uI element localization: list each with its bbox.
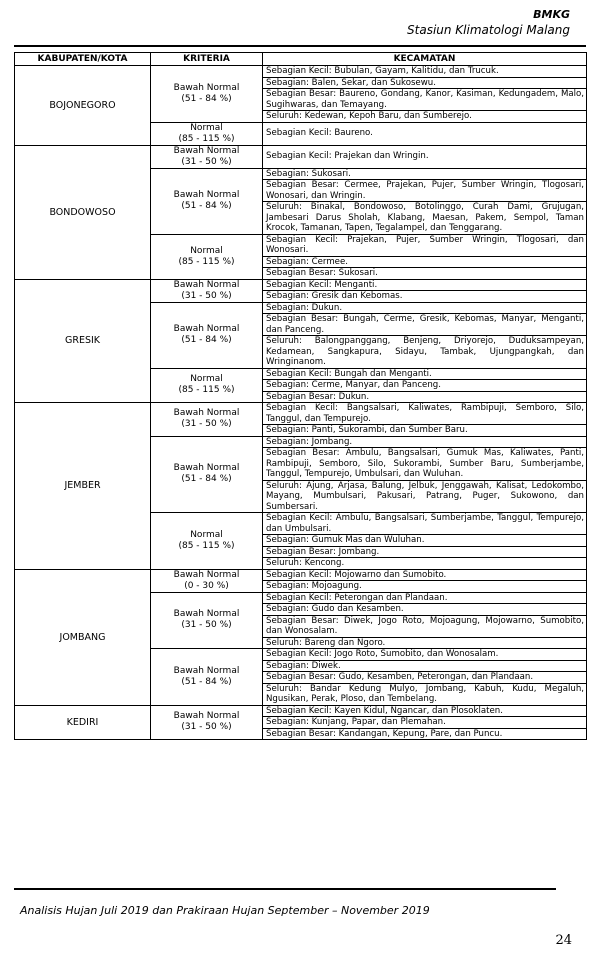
criteria-cell: Bawah Normal (31 - 50 %) bbox=[151, 145, 263, 168]
criteria-cell: Bawah Normal (51 - 84 %) bbox=[151, 66, 263, 123]
table-header-row bbox=[15, 53, 587, 66]
district-list-cell: Seluruh: Bandar Kedung Mulyo, Jombang, Kabuh, Kudu, Megaluh, Ngusikan, Perak, Ploso, dan Tembelang. bbox=[263, 683, 587, 705]
district-list-cell: Sebagian: Mojoagung. bbox=[263, 581, 587, 593]
district-list-cell: Sebagian Kecil: Bubulan, Gayam, Kalitidu, dan Trucuk. bbox=[263, 66, 587, 78]
district-list-cell: Sebagian: Gumuk Mas dan Wuluhan. bbox=[263, 535, 587, 547]
org-name: BMKG bbox=[533, 8, 570, 21]
station-name: Stasiun Klimatologi Malang bbox=[407, 23, 570, 37]
district-list-cell: Sebagian: Cerme, Manyar, dan Panceng. bbox=[263, 380, 587, 392]
table-row bbox=[15, 279, 587, 291]
criteria-cell: Bawah Normal (51 - 84 %) bbox=[151, 649, 263, 706]
district-list-cell: Sebagian Kecil: Menganti. bbox=[263, 279, 587, 291]
district-list-cell: Sebagian: Diwek. bbox=[263, 660, 587, 672]
criteria-cell: Bawah Normal (51 - 84 %) bbox=[151, 168, 263, 234]
criteria-cell: Bawah Normal (31 - 50 %) bbox=[151, 403, 263, 437]
district-list-cell: Sebagian Besar: Gudo, Kesamben, Peterongan, dan Plandaan. bbox=[263, 672, 587, 684]
criteria-cell: Bawah Normal (31 - 50 %) bbox=[151, 705, 263, 740]
col-header-kriteria: KRITERIA bbox=[151, 53, 263, 66]
criteria-cell: Bawah Normal (51 - 84 %) bbox=[151, 302, 263, 368]
criteria-cell: Bawah Normal (31 - 50 %) bbox=[151, 592, 263, 649]
region-name-cell: KEDIRI bbox=[15, 705, 151, 740]
page-header bbox=[407, 8, 570, 37]
district-list-cell: Sebagian: Sukosari. bbox=[263, 168, 587, 180]
col-header-kabupaten: KABUPATEN/KOTA bbox=[15, 53, 151, 66]
district-list-cell: Sebagian Besar: Baureno, Gondang, Kanor, Kasiman, Kedungadem, Malo, Sugihwaras, dan Temayang. bbox=[263, 89, 587, 111]
district-list-cell: Sebagian Besar: Bungah, Cerme, Gresik, Kebomas, Manyar, Menganti, dan Panceng. bbox=[263, 314, 587, 336]
district-list-cell: Sebagian Kecil: Bungah dan Menganti. bbox=[263, 368, 587, 380]
table-body bbox=[15, 66, 587, 740]
rainfall-table bbox=[14, 52, 587, 740]
district-list-cell: Sebagian: Dukun. bbox=[263, 302, 587, 314]
col-header-kecamatan: KECAMATAN bbox=[263, 53, 587, 66]
table-row bbox=[15, 569, 587, 581]
district-list-cell: Sebagian Kecil: Baureno. bbox=[263, 122, 587, 145]
district-list-cell: Sebagian: Panti, Sukorambi, dan Sumber Baru. bbox=[263, 425, 587, 437]
criteria-cell: Bawah Normal (0 - 30 %) bbox=[151, 569, 263, 592]
table-row bbox=[15, 403, 587, 425]
page-number: 24 bbox=[555, 933, 572, 948]
criteria-cell: Bawah Normal (31 - 50 %) bbox=[151, 279, 263, 302]
district-list-cell: Seluruh: Balongpanggang, Benjeng, Driyorejo, Duduksampeyan, Kedamean, Sangkapura, Sidayu, Tambak, Ujungpangkah, dan Wringinanom. bbox=[263, 336, 587, 369]
district-list-cell: Sebagian: Balen, Sekar, dan Sukosewu. bbox=[263, 77, 587, 89]
district-list-cell: Sebagian Kecil: Prajekan, Pujer, Sumber Wringin, Tlogosari, dan Wonosari. bbox=[263, 234, 587, 256]
criteria-cell: Normal (85 - 115 %) bbox=[151, 368, 263, 403]
header-rule bbox=[14, 45, 586, 47]
district-list-cell: Sebagian Kecil: Jogo Roto, Sumobito, dan Wonosalam. bbox=[263, 649, 587, 661]
district-list-cell: Sebagian Kecil: Ambulu, Bangsalsari, Sumberjambe, Tanggul, Tempurejo, dan Umbulsari. bbox=[263, 513, 587, 535]
district-list-cell: Sebagian: Jombang. bbox=[263, 436, 587, 448]
district-list-cell: Sebagian: Gresik dan Kebomas. bbox=[263, 291, 587, 303]
district-list-cell: Sebagian Besar: Kandangan, Kepung, Pare, dan Puncu. bbox=[263, 728, 587, 740]
table-row bbox=[15, 145, 587, 168]
district-list-cell: Seluruh: Bareng dan Ngoro. bbox=[263, 637, 587, 649]
criteria-cell: Normal (85 - 115 %) bbox=[151, 513, 263, 570]
district-list-cell: Seluruh: Binakal, Bondowoso, Botolinggo, Curah Dami, Grujugan, Jambesari Darus Sholah, Klabang, Maesan, Pakem, Sempol, Taman Krocok, Tamanan, Tapen, Tegalampel, dan Tenggarang. bbox=[263, 202, 587, 235]
district-list-cell: Sebagian Kecil: Bangsalsari, Kaliwates, Rambipuji, Semboro, Silo, Tanggul, dan Tempurejo. bbox=[263, 403, 587, 425]
region-name-cell: JEMBER bbox=[15, 403, 151, 570]
rainfall-table-container bbox=[14, 52, 586, 740]
district-list-cell: Sebagian Kecil: Mojowarno dan Sumobito. bbox=[263, 569, 587, 581]
district-list-cell: Sebagian Besar: Dukun. bbox=[263, 391, 587, 403]
district-list-cell: Seluruh: Kencong. bbox=[263, 558, 587, 570]
district-list-cell: Sebagian Besar: Ambulu, Bangsalsari, Gumuk Mas, Kaliwates, Panti, Rambipuji, Semboro, Silo, Sukorambi, Sumber Baru, Sumberjambe, Tanggul, Tempurejo, Umbulsari, dan Wuluhan. bbox=[263, 448, 587, 481]
footer-text: Analisis Hujan Juli 2019 dan Prakiraan Hujan September – November 2019 bbox=[20, 904, 430, 917]
criteria-cell: Normal (85 - 115 %) bbox=[151, 122, 263, 145]
district-list-cell: Sebagian Kecil: Prajekan dan Wringin. bbox=[263, 145, 587, 168]
district-list-cell: Sebagian: Gudo dan Kesamben. bbox=[263, 604, 587, 616]
region-name-cell: BOJONEGORO bbox=[15, 66, 151, 146]
district-list-cell: Sebagian Besar: Diwek, Jogo Roto, Mojoagung, Mojowarno, Sumobito, dan Wonosalam. bbox=[263, 615, 587, 637]
district-list-cell: Sebagian Kecil: Peterongan dan Plandaan. bbox=[263, 592, 587, 604]
district-list-cell: Seluruh: Ajung, Arjasa, Balung, Jelbuk, Jenggawah, Kalisat, Ledokombo, Mayang, Mumbulsari, Pakusari, Patrang, Puger, Sukowono, dan Sumbersari. bbox=[263, 480, 587, 513]
district-list-cell: Seluruh: Kedewan, Kepoh Baru, dan Sumberejo. bbox=[263, 111, 587, 123]
district-list-cell: Sebagian Kecil: Kayen Kidul, Ngancar, dan Plosoklaten. bbox=[263, 705, 587, 717]
region-name-cell: GRESIK bbox=[15, 279, 151, 403]
district-list-cell: Sebagian Besar: Jombang. bbox=[263, 546, 587, 558]
criteria-cell: Bawah Normal (51 - 84 %) bbox=[151, 436, 263, 513]
region-name-cell: BONDOWOSO bbox=[15, 145, 151, 279]
table-row bbox=[15, 705, 587, 717]
table-row bbox=[15, 66, 587, 78]
district-list-cell: Sebagian Besar: Sukosari. bbox=[263, 268, 587, 280]
district-list-cell: Sebagian: Kunjang, Papar, dan Plemahan. bbox=[263, 717, 587, 729]
region-name-cell: JOMBANG bbox=[15, 569, 151, 705]
footer-rule bbox=[14, 888, 556, 890]
district-list-cell: Sebagian: Cermee. bbox=[263, 256, 587, 268]
district-list-cell: Sebagian Besar: Cermee, Prajekan, Pujer, Sumber Wringin, Tlogosari, Wonosari, dan Wringin. bbox=[263, 180, 587, 202]
criteria-cell: Normal (85 - 115 %) bbox=[151, 234, 263, 279]
